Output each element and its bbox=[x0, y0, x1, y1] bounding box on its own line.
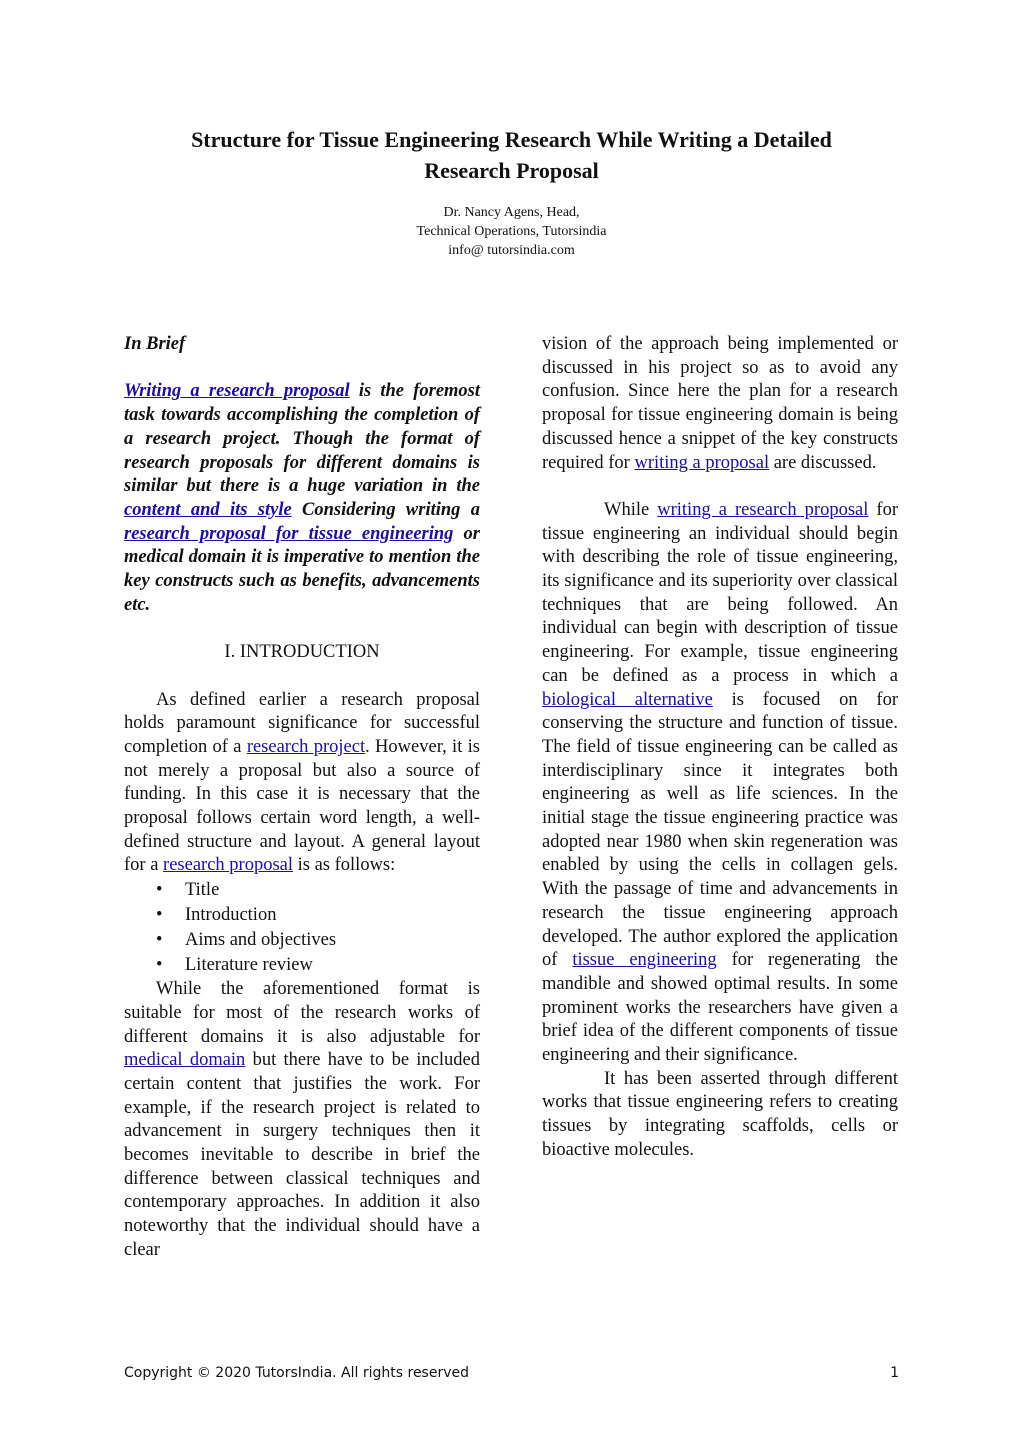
link-research-proposal[interactable]: research proposal bbox=[163, 855, 293, 876]
right-paragraph-2: While writing a research proposal for tissue engineering an individual should begin with describing the role of tissue engineering, its significance and its superiority over classical techniques that are being followed. An individual can begin with description of tissue engineering. For example, tissue engineering can be defined as a process in which a biological alternative is focused on for conserving the structure and function of tissue. The field of tissue engineering can be called as interdisciplinary since it integrates both engineering as well as life sciences. In the initial stage the tissue engineering practice was adopted near 1980 when skin regeneration was enabled by using the cells in collagen gels. With the passage of time and advancements in research the tissue engineering approach developed. The author explored the application of tissue engineering for regenerating the mandible and showed optimal results. In some prominent works the researchers have given a brief idea of the different components of tissue engineering and their significance. bbox=[542, 499, 899, 1066]
introduction-paragraph-2: While the aforementioned format is suitable for most of the research works of different domains it is also adjustable for medical domain but there have to be included certain content that justifies the work. For example, if the research project is related to advancement in surgery techniques then it becomes inevitable to describe in brief the difference between classical techniques and contemporary approaches. In addition it also noteworthy that the individual should have a clear bbox=[124, 979, 480, 1260]
paragraph-spacer bbox=[542, 475, 898, 499]
list-item: • Title bbox=[156, 878, 480, 903]
bullet-icon: • bbox=[156, 880, 163, 901]
right-column bbox=[542, 333, 898, 1163]
right-paragraph-3: It has been asserted through different works that tissue engineering refers to creating tissues by integrating scaffolds, cells or bioactive molecules. bbox=[542, 1068, 898, 1160]
right-paragraph-1: vision of the approach being implemented or discussed in his project so as to avoid any confusion. Since here the plan for a research proposal for tissue engineering domain is being discussed hence a snippet of the key constructs required for writing a proposal are discussed. bbox=[542, 334, 898, 473]
bullet-icon: • bbox=[156, 930, 163, 951]
introduction-paragraph-1: As defined earlier a research proposal holds paramount significance for successful completion of a research project. However, it is not merely a proposal but also a source of funding. In this case it is necessary that the proposal follows certain word length, a well-defined structure and layout. A general layout for a research proposal is as follows: bbox=[124, 689, 480, 876]
author-affiliation: Technical Operations, Tutorsindia bbox=[416, 224, 607, 239]
link-research-project[interactable]: research project bbox=[246, 736, 366, 757]
link-research-proposal-tissue-engineering[interactable]: research proposal for tissue engineering bbox=[124, 523, 454, 544]
introduction-heading: I. INTRODUCTION bbox=[224, 642, 380, 663]
in-brief-section bbox=[124, 333, 480, 617]
link-writing-research-proposal[interactable]: Writing a research proposal bbox=[124, 381, 350, 402]
link-writing-a-research-proposal[interactable]: writing a research proposal bbox=[657, 499, 869, 520]
left-column bbox=[124, 333, 480, 1263]
title-line-2: Research Proposal bbox=[424, 158, 599, 183]
title-line-1: Structure for Tissue Engineering Research While Writing a Detailed bbox=[191, 127, 832, 152]
link-content-and-style[interactable]: content and its style bbox=[124, 499, 292, 520]
layout-bullet-list bbox=[124, 878, 480, 978]
list-item: • Introduction bbox=[156, 903, 480, 928]
bullet-icon: • bbox=[156, 955, 163, 976]
link-writing-a-proposal[interactable]: writing a proposal bbox=[634, 452, 770, 473]
author-name: Dr. Nancy Agens, Head, bbox=[443, 205, 580, 220]
author-email: info@ tutorsindia.com bbox=[448, 243, 575, 258]
link-tissue-engineering[interactable]: tissue engineering bbox=[572, 950, 717, 971]
document-title bbox=[140, 124, 883, 186]
in-brief-abstract: Writing a research proposal is the foremost task towards accomplishing the completion of a research project. Though the format of research proposals for different domains is similar but there is a huge variation in the content and its style Considering writing a research proposal for tissue engineering or medical domain it is imperative to mention the key constructs such as benefits, advancements etc. bbox=[124, 381, 481, 615]
copyright-notice: Copyright © 2020 TutorsIndia. All rights reserved bbox=[124, 1365, 470, 1381]
link-biological-alternative[interactable]: biological alternative bbox=[542, 689, 713, 710]
list-item: • Literature review bbox=[156, 953, 480, 978]
in-brief-heading: In Brief bbox=[124, 334, 186, 354]
bullet-icon: • bbox=[156, 905, 163, 926]
link-medical-domain[interactable]: medical domain bbox=[124, 1050, 246, 1071]
page-number: 1 bbox=[890, 1365, 899, 1381]
author-block bbox=[0, 203, 1023, 260]
list-item: • Aims and objectives bbox=[156, 928, 480, 953]
